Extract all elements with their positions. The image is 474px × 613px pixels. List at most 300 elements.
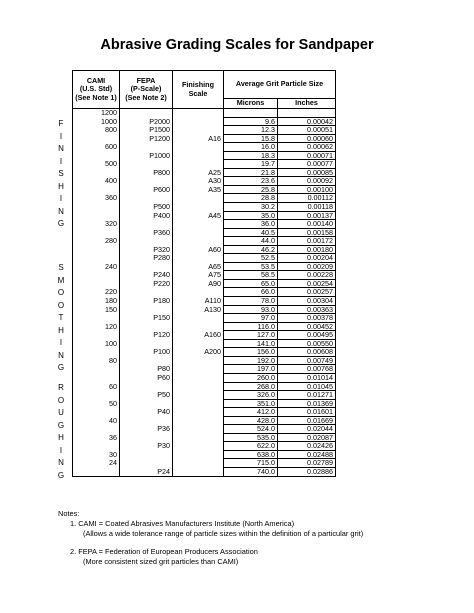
cell-fepa <box>120 399 173 408</box>
cell-fin: A75 <box>173 271 224 280</box>
cell-fepa <box>120 237 173 246</box>
side-label-letter: H <box>58 181 64 191</box>
side-label-letter: I <box>59 194 63 203</box>
table-row <box>73 339 336 348</box>
cell-cami: 36 <box>73 433 120 442</box>
cell-fin: A110 <box>173 297 224 306</box>
cell-inch: 0.02789 <box>278 459 336 468</box>
cell-fepa: P36 <box>120 425 173 434</box>
table-row <box>73 109 336 118</box>
cell-inch: 0.01601 <box>278 408 336 417</box>
cell-mic: 44.0 <box>224 237 278 246</box>
cell-inch: 0.00378 <box>278 314 336 323</box>
side-label-letter: G <box>57 420 65 430</box>
cell-fepa: P150 <box>120 314 173 323</box>
table-row <box>73 408 336 417</box>
side-label-letter: O <box>57 300 65 310</box>
header-microns: Microns <box>224 99 278 109</box>
cell-inch: 0.00100 <box>278 185 336 194</box>
cell-cami <box>73 365 120 374</box>
cell-cami <box>73 168 120 177</box>
side-label-letter: G <box>57 363 65 372</box>
cell-fepa <box>120 160 173 169</box>
cell-fepa <box>120 262 173 271</box>
cell-fepa: P180 <box>120 297 173 306</box>
cell-inch: 0.01669 <box>278 416 336 425</box>
cell-mic: 428.0 <box>224 416 278 425</box>
cell-fin: A90 <box>173 279 224 288</box>
cell-cami <box>73 134 120 143</box>
cell-inch: 0.00204 <box>278 254 336 263</box>
notes-section <box>58 509 363 567</box>
side-label-letter: S <box>58 169 64 178</box>
cell-cami <box>73 203 120 212</box>
cell-fin <box>173 373 224 382</box>
cell-inch: 0.00051 <box>278 126 336 135</box>
cell-inch: 0.02886 <box>278 467 336 476</box>
cell-fin <box>173 399 224 408</box>
table-row <box>73 425 336 434</box>
note-2-detail: (More consistent sized grit particles than CAMI) <box>83 557 239 566</box>
cell-inch: 0.00060 <box>278 134 336 143</box>
cell-fin <box>173 365 224 374</box>
table-row <box>73 297 336 306</box>
cell-fin: A35 <box>173 185 224 194</box>
side-label-roughing <box>50 382 72 482</box>
cell-mic: 78.0 <box>224 297 278 306</box>
table-row <box>73 185 336 194</box>
side-label-letter: O <box>57 395 65 405</box>
cell-inch: 0.00550 <box>278 339 336 348</box>
cell-inch: 0.00257 <box>278 288 336 297</box>
cell-fepa: P320 <box>120 245 173 254</box>
side-label-smoothing <box>50 262 72 375</box>
table-row <box>73 450 336 459</box>
cell-fin <box>173 408 224 417</box>
cell-mic: 21.8 <box>224 168 278 177</box>
cell-inch: 0.00495 <box>278 331 336 340</box>
table-row <box>73 271 336 280</box>
cell-mic: 15.8 <box>224 134 278 143</box>
cell-fepa <box>120 322 173 331</box>
cell-fepa <box>120 288 173 297</box>
cell-fin <box>173 467 224 476</box>
cell-cami <box>73 228 120 237</box>
cell-fepa <box>120 459 173 468</box>
table-row <box>73 237 336 246</box>
cell-fepa <box>120 143 173 152</box>
cell-inch: 0.01369 <box>278 399 336 408</box>
cell-cami: 80 <box>73 356 120 365</box>
table-row <box>73 228 336 237</box>
notes-heading: Notes: <box>58 509 80 518</box>
side-label-letter: G <box>57 219 65 228</box>
cell-mic: 93.0 <box>224 305 278 314</box>
cell-fepa: P60 <box>120 373 173 382</box>
table-row <box>73 416 336 425</box>
cell-fepa: P800 <box>120 168 173 177</box>
cell-inch: 0.02426 <box>278 442 336 451</box>
cell-fepa <box>120 433 173 442</box>
cell-fin <box>173 356 224 365</box>
table-row <box>73 262 336 271</box>
cell-mic: 622.0 <box>224 442 278 451</box>
cell-fin <box>173 425 224 434</box>
cell-fepa: P40 <box>120 408 173 417</box>
cell-fepa: P2000 <box>120 117 173 126</box>
cell-mic: 197.0 <box>224 365 278 374</box>
table-row <box>73 331 336 340</box>
cell-fin <box>173 143 224 152</box>
cell-fin <box>173 459 224 468</box>
cell-cami: 1000 <box>73 117 120 126</box>
cell-cami: 320 <box>73 220 120 229</box>
side-label-letter: H <box>58 433 64 442</box>
cell-inch: 0.00209 <box>278 262 336 271</box>
cell-fepa <box>120 450 173 459</box>
cell-inch: 0.02087 <box>278 433 336 442</box>
header-average-grit-size: Average Grit Particle Size <box>224 71 336 99</box>
cell-mic: 65.0 <box>224 279 278 288</box>
cell-mic: 715.0 <box>224 459 278 468</box>
cell-fepa <box>120 416 173 425</box>
cell-cami: 60 <box>73 382 120 391</box>
header-finishing-scale: Finishing Scale <box>173 71 224 109</box>
cell-fin <box>173 160 224 169</box>
cell-inch: 0.00085 <box>278 168 336 177</box>
cell-cami <box>73 211 120 220</box>
side-label-letter: N <box>58 458 64 467</box>
cell-mic: 28.8 <box>224 194 278 203</box>
table-row <box>73 279 336 288</box>
cell-fepa: P400 <box>120 211 173 220</box>
cell-mic: 116.0 <box>224 322 278 331</box>
table-row <box>73 467 336 476</box>
cell-mic: 326.0 <box>224 391 278 400</box>
cell-fepa: P220 <box>120 279 173 288</box>
side-label-letter: I <box>59 156 63 166</box>
cell-inch: 0.00092 <box>278 177 336 186</box>
table-row <box>73 442 336 451</box>
cell-inch: 0.00304 <box>278 297 336 306</box>
cell-cami <box>73 271 120 280</box>
cell-cami <box>73 245 120 254</box>
cell-fin <box>173 254 224 263</box>
cell-fin <box>173 322 224 331</box>
table-row <box>73 168 336 177</box>
cell-cami: 400 <box>73 177 120 186</box>
cell-fin: A16 <box>173 134 224 143</box>
note-1: 1. CAMI = Coated Abrasives Manufacturers Institute (North America) <box>70 519 295 528</box>
cell-fin <box>173 117 224 126</box>
table-row <box>73 433 336 442</box>
cell-fepa: P24 <box>120 467 173 476</box>
table-row <box>73 288 336 297</box>
cell-mic: 268.0 <box>224 382 278 391</box>
cell-fin <box>173 339 224 348</box>
cell-fepa: P360 <box>120 228 173 237</box>
cell-fin <box>173 151 224 160</box>
cell-cami <box>73 467 120 476</box>
cell-fepa <box>120 339 173 348</box>
cell-cami: 120 <box>73 322 120 331</box>
cell-fin <box>173 433 224 442</box>
table-row <box>73 126 336 135</box>
cell-inch: 0.00118 <box>278 203 336 212</box>
cell-mic: 141.0 <box>224 339 278 348</box>
cell-inch: 0.01045 <box>278 382 336 391</box>
cell-cami <box>73 425 120 434</box>
cell-inch: 0.00071 <box>278 151 336 160</box>
cell-fepa <box>120 356 173 365</box>
cell-mic: 19.7 <box>224 160 278 169</box>
cell-mic: 9.6 <box>224 117 278 126</box>
header-inches: Inches <box>278 99 336 109</box>
cell-cami: 30 <box>73 450 120 459</box>
cell-inch: 0.00042 <box>278 117 336 126</box>
cell-cami <box>73 185 120 194</box>
cell-fin <box>173 126 224 135</box>
side-label-letter: S <box>58 263 64 272</box>
cell-mic: 638.0 <box>224 450 278 459</box>
cell-fepa: P1500 <box>120 126 173 135</box>
cell-cami: 150 <box>73 305 120 314</box>
cell-fin: A65 <box>173 262 224 271</box>
table-row <box>73 134 336 143</box>
grading-table <box>72 70 336 477</box>
cell-mic: 30.2 <box>224 203 278 212</box>
cell-mic: 260.0 <box>224 373 278 382</box>
cell-inch: 0.00749 <box>278 356 336 365</box>
cell-fepa <box>120 177 173 186</box>
cell-cami <box>73 391 120 400</box>
cell-fepa <box>120 109 173 118</box>
cell-fin <box>173 450 224 459</box>
cell-cami: 24 <box>73 459 120 468</box>
cell-fepa: P600 <box>120 185 173 194</box>
cell-cami: 600 <box>73 143 120 152</box>
cell-mic: 127.0 <box>224 331 278 340</box>
cell-cami <box>73 314 120 323</box>
table-row <box>73 194 336 203</box>
cell-fepa <box>120 382 173 391</box>
cell-fin <box>173 382 224 391</box>
cell-cami: 40 <box>73 416 120 425</box>
cell-inch <box>278 109 336 118</box>
cell-fin <box>173 109 224 118</box>
cell-mic: 58.5 <box>224 271 278 280</box>
cell-fepa <box>120 305 173 314</box>
side-label-letter: R <box>58 383 64 392</box>
cell-mic: 524.0 <box>224 425 278 434</box>
cell-mic: 97.0 <box>224 314 278 323</box>
header-cami: CAMI (U.S. Std) (See Note 1) <box>73 71 120 109</box>
cell-mic: 53.5 <box>224 262 278 271</box>
cell-inch: 0.00180 <box>278 245 336 254</box>
cell-fepa: P240 <box>120 271 173 280</box>
cell-cami <box>73 373 120 382</box>
cell-fin <box>173 228 224 237</box>
table-row <box>73 117 336 126</box>
cell-inch: 0.00608 <box>278 348 336 357</box>
cell-cami: 220 <box>73 288 120 297</box>
cell-inch: 0.00140 <box>278 220 336 229</box>
cell-cami <box>73 254 120 263</box>
side-label-letter: I <box>59 338 63 347</box>
cell-mic: 192.0 <box>224 356 278 365</box>
cell-mic: 46.2 <box>224 245 278 254</box>
table-row <box>73 399 336 408</box>
cell-fin: A25 <box>173 168 224 177</box>
table-row <box>73 160 336 169</box>
cell-fin <box>173 416 224 425</box>
table-row <box>73 391 336 400</box>
cell-fin: A160 <box>173 331 224 340</box>
table-row <box>73 459 336 468</box>
table-row <box>73 177 336 186</box>
cell-cami: 240 <box>73 262 120 271</box>
cell-mic: 23.6 <box>224 177 278 186</box>
cell-fin <box>173 314 224 323</box>
note-2: 2. FEPA = Federation of European Producers Association <box>70 547 258 556</box>
cell-mic: 35.0 <box>224 211 278 220</box>
cell-cami: 800 <box>73 126 120 135</box>
cell-fin: A30 <box>173 177 224 186</box>
cell-fepa: P280 <box>120 254 173 263</box>
side-label-letter: N <box>58 144 64 153</box>
table-body <box>73 109 336 477</box>
cell-inch: 0.00137 <box>278 211 336 220</box>
cell-cami: 360 <box>73 194 120 203</box>
cell-inch: 0.00172 <box>278 237 336 246</box>
table-row <box>73 382 336 391</box>
cell-cami <box>73 331 120 340</box>
cell-fepa: P80 <box>120 365 173 374</box>
cell-fepa: P50 <box>120 391 173 400</box>
side-label-letter: T <box>58 313 64 322</box>
side-label-letter: G <box>57 470 65 480</box>
cell-mic: 156.0 <box>224 348 278 357</box>
cell-fin <box>173 288 224 297</box>
table-row <box>73 373 336 382</box>
cell-mic: 18.3 <box>224 151 278 160</box>
cell-fin <box>173 442 224 451</box>
table-row <box>73 322 336 331</box>
side-label-letter: H <box>58 325 64 335</box>
table-row <box>73 220 336 229</box>
cell-cami: 500 <box>73 160 120 169</box>
table-row <box>73 254 336 263</box>
side-label-letter: N <box>58 206 64 216</box>
cell-mic: 25.8 <box>224 185 278 194</box>
cell-cami: 50 <box>73 399 120 408</box>
cell-mic: 52.5 <box>224 254 278 263</box>
cell-fin: A130 <box>173 305 224 314</box>
cell-fin <box>173 194 224 203</box>
table-row <box>73 143 336 152</box>
page-title: Abrasive Grading Scales for Sandpaper <box>100 37 374 53</box>
cell-fepa: P1200 <box>120 134 173 143</box>
cell-cami: 100 <box>73 339 120 348</box>
cell-fin: A200 <box>173 348 224 357</box>
cell-fepa: P500 <box>120 203 173 212</box>
table-row <box>73 245 336 254</box>
cell-mic: 12.3 <box>224 126 278 135</box>
table-row <box>73 365 336 374</box>
cell-cami <box>73 151 120 160</box>
cell-mic: 535.0 <box>224 433 278 442</box>
header-fepa: FEPA (P-Scale) (See Note 2) <box>120 71 173 109</box>
cell-fin <box>173 220 224 229</box>
side-label-letter: U <box>58 408 64 417</box>
cell-inch: 0.01271 <box>278 391 336 400</box>
table-row <box>73 211 336 220</box>
table-row <box>73 305 336 314</box>
cell-inch: 0.00062 <box>278 143 336 152</box>
cell-fin: A60 <box>173 245 224 254</box>
cell-fin <box>173 203 224 212</box>
cell-fepa: P100 <box>120 348 173 357</box>
cell-mic: 40.5 <box>224 228 278 237</box>
cell-cami <box>73 348 120 357</box>
cell-mic: 66.0 <box>224 288 278 297</box>
side-label-letter: N <box>58 350 64 360</box>
table-row <box>73 348 336 357</box>
cell-inch: 0.02044 <box>278 425 336 434</box>
cell-fepa <box>120 194 173 203</box>
cell-mic: 16.0 <box>224 143 278 152</box>
cell-mic: 351.0 <box>224 399 278 408</box>
cell-fin <box>173 391 224 400</box>
note-1-detail: (Allows a wide tolerance range of particle sizes within the definition of a particular grit) <box>83 529 364 538</box>
cell-mic: 36.0 <box>224 220 278 229</box>
cell-fin <box>173 237 224 246</box>
cell-mic <box>224 109 278 118</box>
cell-cami: 180 <box>73 297 120 306</box>
cell-fepa: P120 <box>120 331 173 340</box>
cell-inch: 0.00452 <box>278 322 336 331</box>
cell-fepa: P30 <box>120 442 173 451</box>
cell-cami <box>73 279 120 288</box>
side-label-letter: O <box>57 288 65 297</box>
cell-fin: A45 <box>173 211 224 220</box>
cell-inch: 0.00077 <box>278 160 336 169</box>
cell-mic: 740.0 <box>224 467 278 476</box>
table-row <box>73 314 336 323</box>
cell-fepa <box>120 220 173 229</box>
table-row <box>73 203 336 212</box>
table-row <box>73 356 336 365</box>
cell-cami <box>73 408 120 417</box>
cell-cami <box>73 442 120 451</box>
side-label-letter: M <box>57 275 65 285</box>
cell-inch: 0.00768 <box>278 365 336 374</box>
cell-cami: 280 <box>73 237 120 246</box>
side-label-letter: F <box>58 119 64 128</box>
cell-inch: 0.00228 <box>278 271 336 280</box>
cell-cami: 1200 <box>73 109 120 118</box>
cell-mic: 412.0 <box>224 408 278 417</box>
side-label-letter: I <box>59 445 63 455</box>
cell-inch: 0.02488 <box>278 450 336 459</box>
cell-inch: 0.00254 <box>278 279 336 288</box>
cell-inch: 0.01014 <box>278 373 336 382</box>
cell-inch: 0.00112 <box>278 194 336 203</box>
side-label-letter: I <box>59 131 63 141</box>
cell-inch: 0.00363 <box>278 305 336 314</box>
cell-fepa: P1000 <box>120 151 173 160</box>
cell-inch: 0.00158 <box>278 228 336 237</box>
